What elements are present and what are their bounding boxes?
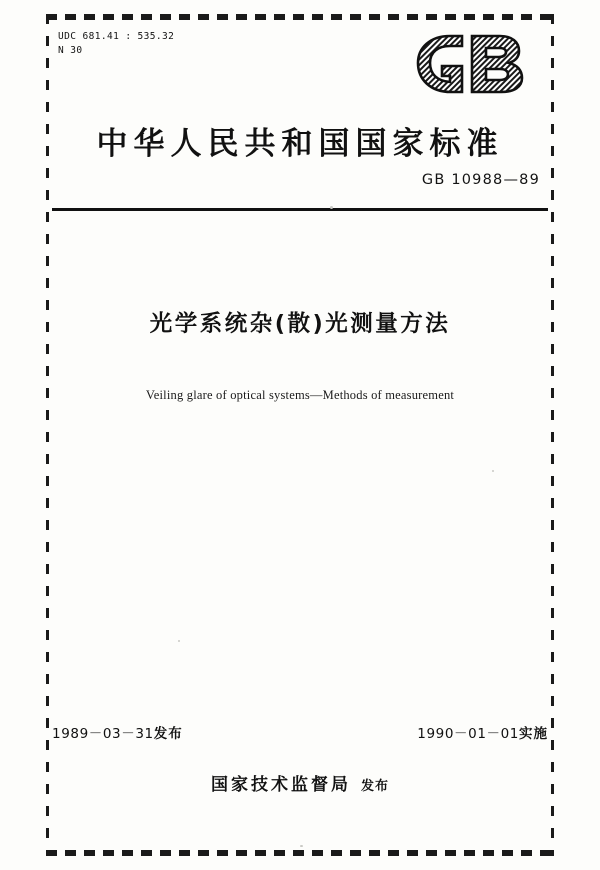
udc-line-2: N 30	[58, 45, 83, 56]
scan-speckle	[178, 640, 180, 642]
decorative-border-top	[46, 14, 554, 20]
header-divider	[52, 208, 548, 211]
issue-date-label: 发布	[153, 726, 183, 742]
issue-date-block	[52, 722, 183, 742]
scan-speckle	[330, 206, 333, 209]
effective-date-block	[417, 722, 548, 742]
standard-number: GB 10988—89	[421, 172, 540, 188]
effective-date-label: 实施	[519, 726, 548, 742]
issuing-authority	[0, 770, 600, 795]
udc-line-1: UDC 681.41 : 535.32	[58, 31, 175, 42]
scan-speckle	[300, 845, 303, 847]
issuing-authority-name: 国家技术监督局	[210, 775, 351, 795]
scan-speckle	[492, 470, 494, 472]
effective-date-value: 1990－01－01	[417, 726, 519, 742]
decorative-border-bottom	[46, 850, 554, 856]
issuing-authority-suffix: 发布	[360, 779, 389, 794]
udc-classification-block	[58, 30, 174, 58]
gb-emblem-logo	[406, 26, 538, 100]
issue-date-value: 1989－03－31	[52, 726, 154, 742]
page-title: 中华人民共和国国家标准	[96, 126, 504, 162]
document-title-cn: 光学系统杂(散)光测量方法	[149, 311, 451, 337]
document-title-en: Veiling glare of optical systems—Methods of measurement	[145, 388, 455, 402]
